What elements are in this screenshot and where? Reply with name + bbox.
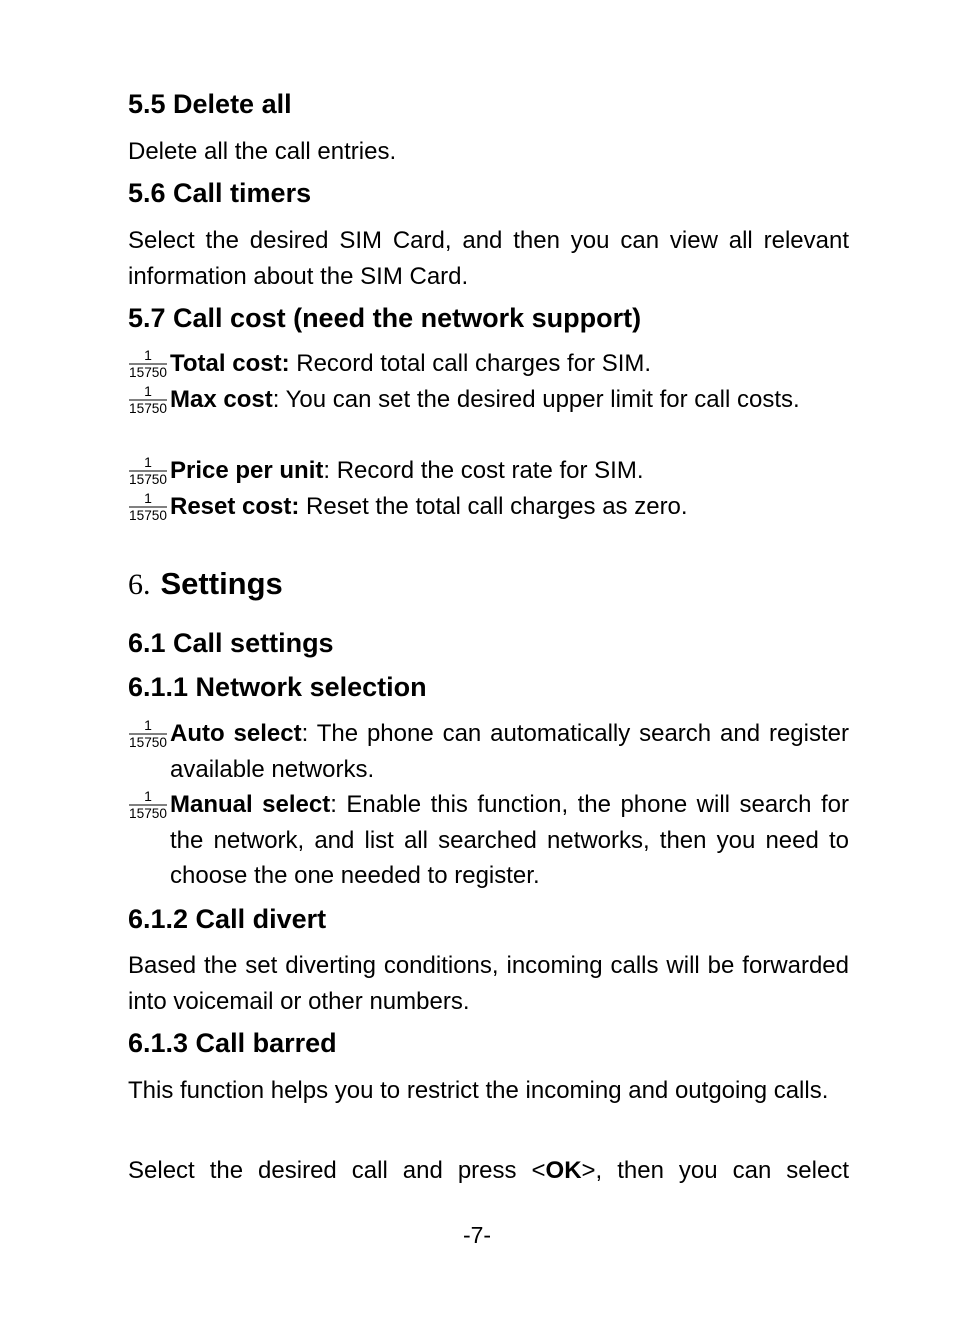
select-call-text-before: Select the desired call and press < — [128, 1157, 546, 1184]
heading-6-1-2: 6.1.2 Call divert — [128, 904, 327, 934]
desc-auto-select: : The phone can automatically search and register available networks. — [170, 720, 849, 783]
chapter-number: 6. — [128, 568, 151, 601]
heading-6-1-3: 6.1.3 Call barred — [128, 1028, 337, 1058]
desc-price-per-unit: : Record the cost rate for SIM. — [323, 457, 644, 484]
fraction-numerator: 1 — [144, 383, 152, 399]
select-call-text-after: >, then you can select — [581, 1157, 850, 1184]
chapter-title: Settings — [160, 566, 283, 601]
chapter-heading-settings — [128, 565, 283, 604]
paragraph-call-barred: This function helps you to restrict the incoming and outgoing calls. — [128, 1077, 829, 1104]
fraction-glyph — [128, 787, 168, 821]
paragraph-call-divert: Based the set diverting conditions, incoming calls will be forwarded into voicemail or other numbers. — [128, 952, 849, 1015]
heading-6-1-1: 6.1.1 Network selection — [128, 672, 427, 702]
page-number: -7- — [462, 1222, 492, 1248]
list-item-price-per-unit — [128, 453, 849, 489]
heading-5-5: 5.5 Delete all — [128, 89, 292, 119]
list-item-reset-cost — [128, 489, 849, 525]
fraction-numerator: 1 — [144, 788, 152, 804]
list-item-max-cost — [128, 382, 849, 418]
term-max-cost: Max cost — [170, 386, 273, 413]
fraction-numerator: 1 — [144, 347, 152, 363]
paragraph-call-timers: Select the desired SIM Card, and then you can view all relevant information about the SIM Card. — [128, 227, 849, 290]
fraction-1-15750-icon — [128, 787, 168, 821]
list-item-auto-select — [128, 716, 849, 787]
fraction-glyph — [128, 489, 168, 523]
fraction-1-15750-icon — [128, 453, 168, 487]
term-total-cost: Total cost: — [170, 350, 290, 377]
fraction-denominator: 15750 — [129, 364, 168, 380]
term-manual-select: Manual select — [170, 791, 331, 818]
term-reset-cost: Reset cost: — [170, 493, 300, 520]
list-item-manual-select — [128, 787, 849, 894]
fraction-denominator: 15750 — [129, 507, 168, 523]
term-price-per-unit: Price per unit — [170, 457, 324, 484]
desc-max-cost: : You can set the desired upper limit for call costs. — [272, 386, 800, 413]
fraction-numerator: 1 — [144, 717, 152, 733]
heading-5-6: 5.6 Call timers — [128, 178, 312, 208]
desc-total-cost: Record total call charges for SIM. — [289, 350, 652, 377]
fraction-1-15750-icon — [128, 716, 168, 750]
fraction-1-15750-icon — [128, 346, 168, 380]
fraction-glyph — [128, 382, 168, 416]
paragraph-delete-all: Delete all the call entries. — [128, 138, 397, 165]
fraction-denominator: 15750 — [129, 734, 168, 750]
list-item-total-cost — [128, 346, 849, 382]
fraction-numerator: 1 — [144, 454, 152, 470]
fraction-denominator: 15750 — [129, 400, 168, 416]
fraction-glyph — [128, 346, 168, 380]
fraction-1-15750-icon — [128, 382, 168, 416]
fraction-glyph — [128, 453, 168, 487]
desc-reset-cost: Reset the total call charges as zero. — [299, 493, 688, 520]
fraction-denominator: 15750 — [129, 471, 168, 487]
fraction-1-15750-icon — [128, 489, 168, 523]
desc-manual-select: : Enable this function, the phone will search for the network, and list all searched networks, then you need to choose the one needed to register. — [170, 791, 849, 889]
heading-6-1: 6.1 Call settings — [128, 628, 334, 658]
fraction-glyph — [128, 716, 168, 750]
fraction-denominator: 15750 — [129, 805, 168, 821]
heading-5-7: 5.7 Call cost (need the network support) — [128, 303, 642, 333]
fraction-numerator: 1 — [144, 490, 152, 506]
term-auto-select: Auto select — [170, 720, 302, 747]
paragraph-select-call — [128, 1153, 849, 1189]
ok-key-label: OK — [545, 1157, 582, 1184]
